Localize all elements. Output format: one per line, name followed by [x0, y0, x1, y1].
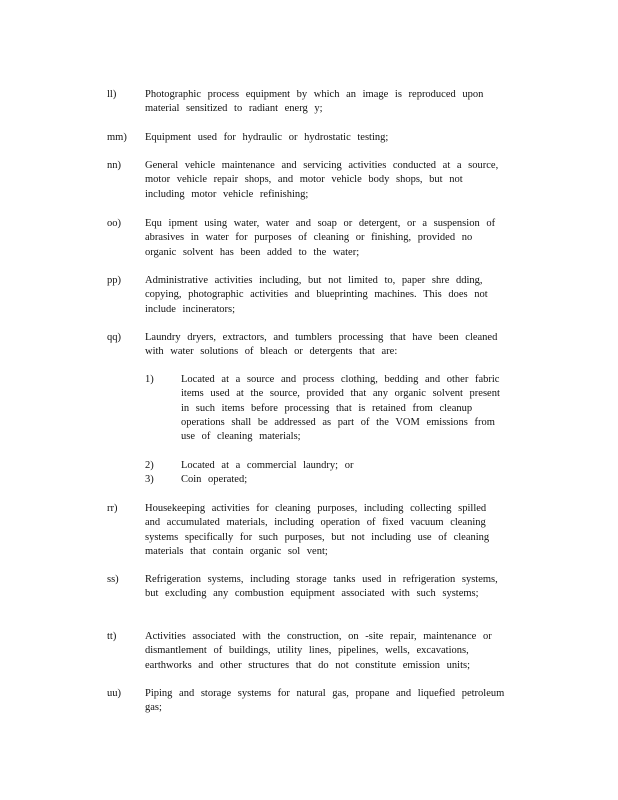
sub-item-label: 3)	[145, 474, 154, 485]
sub-item-label: 2)	[145, 460, 154, 471]
item-label: qq)	[107, 332, 121, 343]
item-label: oo)	[107, 218, 121, 229]
item-text: Piping and storage systems for natural gas, propane and liquefied petroleum gas;	[145, 688, 505, 714]
item-label: pp)	[107, 275, 121, 286]
item-label: ll)	[107, 89, 117, 100]
item-label: rr)	[107, 503, 118, 514]
item-text: Housekeeping activities for cleaning purposes, including collecting spilled and accumulated materials, including operation of fixed vacuum cleaning systems specifically for such purposes, but not including use of cleaning materials that contain organic sol vent;	[145, 503, 490, 557]
sub-item-text: Coin operated;	[181, 474, 248, 485]
item-text: Administrative activities including, but not limited to, paper shre dding, copying, photographic activities and blueprinting machines. This does not include incinerators;	[145, 275, 488, 315]
item-text: General vehicle maintenance and servicing activities conducted at a source, motor vehicle repair shops, and motor vehicle body shops, but not including motor vehicle refinishing;	[145, 160, 499, 200]
sub-item-text: Located at a source and process clothing, bedding and other fabric items used at the source, provided that any organic solvent present in such items before processing that is retained from cleanup operations shall be addressed as part of the VOM emissions from use of cleaning materials;	[181, 374, 500, 443]
item-text: Laundry dryers, extractors, and tumblers processing that have been cleaned with water solutions of bleach or detergents that are:	[145, 332, 498, 358]
item-text: Refrigeration systems, including storage tanks used in refrigeration systems, but excluding any combustion equipment associated with such systems;	[145, 574, 498, 600]
item-label: mm)	[107, 132, 127, 143]
sub-item-label: 1)	[145, 374, 154, 385]
item-label: tt)	[107, 631, 117, 642]
sub-item-text: Located at a commercial laundry; or	[181, 460, 354, 471]
item-text: Equ ipment using water, water and soap or detergent, or a suspension of abrasives in water for purposes of cleaning or finishing, provided no organic solvent has been added to the water;	[145, 218, 496, 258]
item-label: uu)	[107, 688, 121, 699]
item-label: ss)	[107, 574, 119, 585]
item-label: nn)	[107, 160, 121, 171]
item-text: Activities associated with the construction, on -site repair, maintenance or dismantlement of buildings, utility lines, pipelines, wells, excavations, earthworks and other structures that do not constitute emission units;	[145, 631, 492, 671]
item-text: Equipment used for hydraulic or hydrostatic testing;	[145, 132, 389, 143]
item-text: Photographic process equipment by which an image is reproduced upon material sensitized to radiant energ y;	[145, 89, 484, 115]
